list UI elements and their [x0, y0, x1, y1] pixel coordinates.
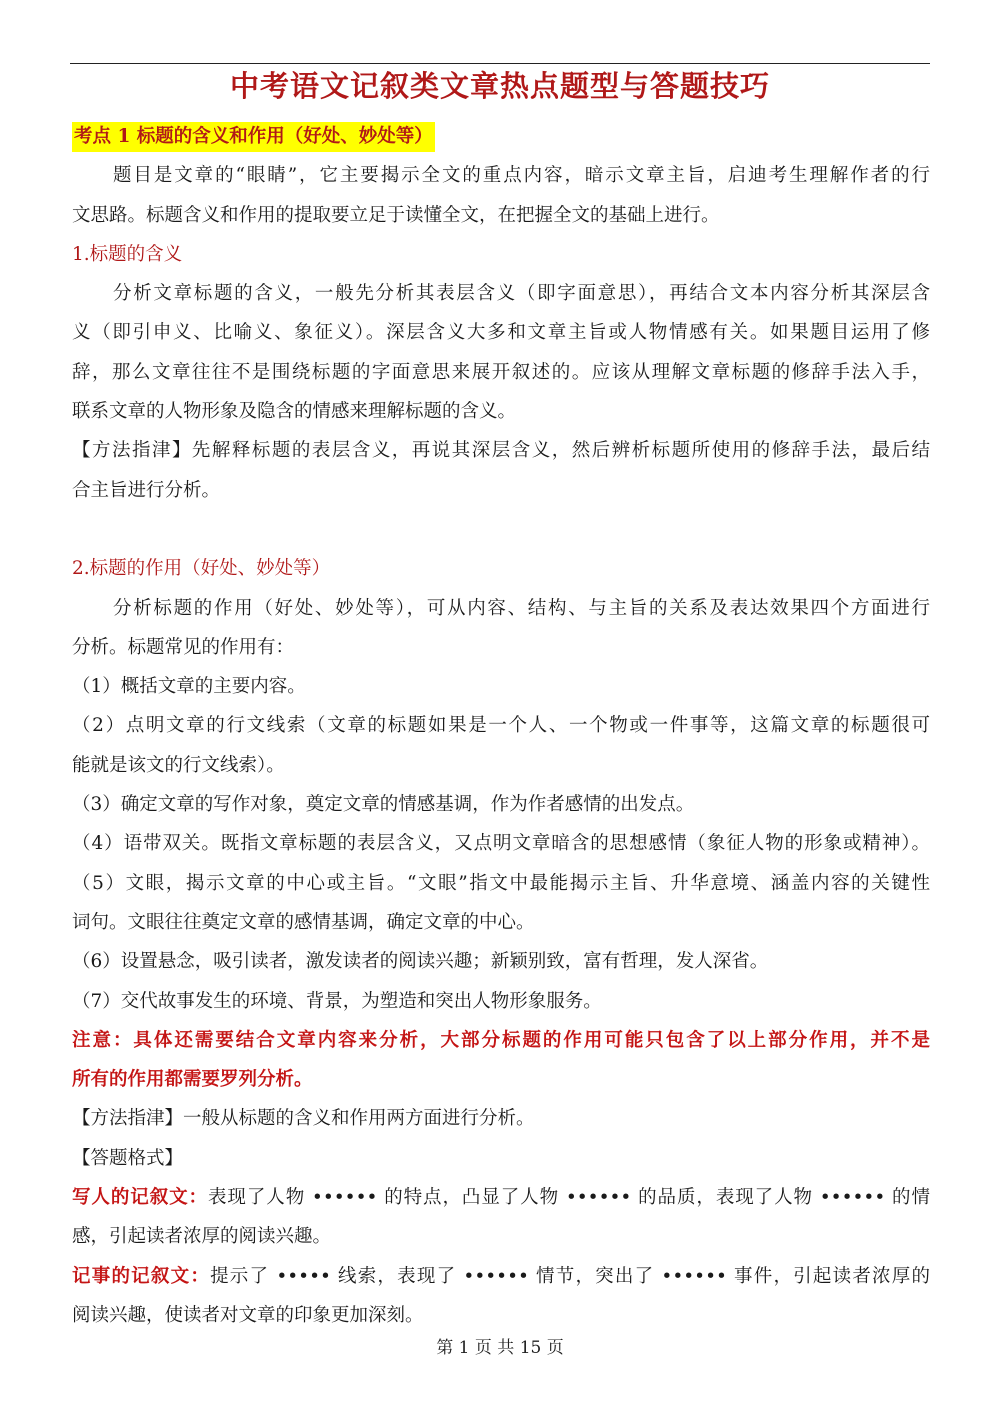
format-person-label: 写人的记叙文：	[72, 1187, 208, 1209]
section1-heading: 1.标题的含义	[72, 243, 183, 265]
section2-para-line: 分析。标题常见的作用有：	[72, 636, 295, 658]
section2-para-line: 分析标题的作用（好处、妙处等），可从内容、结构、与主旨的关系及表达效果四个方面进行	[113, 597, 930, 619]
list-item-continuation: 词句。文眼往往奠定文章的感情基调，确定文章的中心。	[72, 911, 535, 933]
section1-para-line: 义（即引申义、比喻义、象征义）。深层含义大多和文章主旨或人物情感有关。如果题目运用了修	[72, 322, 930, 344]
list-item: （4）语带双关。既指文章标题的表层含义，又点明文章暗含的思想感情（象征人物的形象或精神）。	[72, 833, 930, 855]
format-event-line2: 阅读兴趣，使读者对文章的印象更加深刻。	[72, 1304, 424, 1326]
list-item: （1）概括文章的主要内容。	[72, 676, 306, 698]
format-person-text: 表现了人物 •••••• 的特点，凸显了人物 •••••• 的品质，表现了人物 •••••• 的情	[207, 1187, 930, 1209]
section1-para-line: 分析文章标题的含义，一般先分析其表层含义（即字面意思），再结合文本内容分析其深层含	[113, 283, 930, 305]
format-event-line	[72, 1257, 930, 1296]
section1-para-line: 辞，那么文章往往不是围绕标题的字面意思来展开叙述的。应该从理解文章标题的修辞手法入手，	[72, 361, 930, 383]
intro-line: 题目是文章的“眼睛”，它主要揭示全文的重点内容，暗示文章主旨，启迪考生理解作者的行	[113, 165, 930, 187]
list-item: （7）交代故事发生的环境、背景，为塑造和突出人物形象服务。	[72, 990, 602, 1012]
blank-line	[72, 510, 930, 549]
kaodian-row	[72, 117, 930, 156]
list-item: （3）确定文章的写作对象，奠定文章的情感基调，作为作者感情的出发点。	[72, 794, 695, 816]
list-item-continuation: 能就是该文的行文线索）。	[72, 754, 285, 776]
format-event-label: 记事的记叙文：	[72, 1265, 211, 1287]
intro-line: 文思路。标题含义和作用的提取要立足于读懂全文，在把握全文的基础上进行。	[72, 204, 720, 226]
document-title: 中考语文记叙类文章热点题型与答题技巧	[229, 69, 770, 103]
section1-method-line: 合主旨进行分析。	[72, 479, 221, 501]
format-person-line2: 感，引起读者浓厚的阅读兴趣。	[72, 1226, 332, 1248]
format-person-line	[72, 1178, 930, 1217]
list-item: （6）设置悬念，吸引读者，激发读者的阅读兴趣；新颖别致，富有哲理，发人深省。	[72, 951, 769, 973]
note-line: 所有的作用都需要罗列分析。	[72, 1069, 313, 1091]
note-line: 注意：具体还需要结合文章内容来分析，大部分标题的作用可能只包含了以上部分作用，并不是	[72, 1029, 930, 1051]
kaodian-heading: 考点 1 标题的含义和作用（好处、妙处等）	[72, 122, 435, 152]
page-number-footer: 第 1 页 共 15 页	[436, 1338, 564, 1358]
format-event-text: 提示了 ••••• 线索，表现了 •••••• 情节，突出了 •••••• 事件，引起读者浓厚的	[210, 1265, 930, 1287]
document-body	[72, 117, 930, 1335]
section1-method-line: 【方法指津】先解释标题的表层含义，再说其深层含义，然后辨析标题所使用的修辞手法，最后结	[72, 440, 930, 462]
list-item: （2）点明文章的行文线索（文章的标题如果是一个人、一个物或一件事等，这篇文章的标题很可	[72, 715, 930, 737]
list-item: （5）文眼，揭示文章的中心或主旨。“文眼”指文中最能揭示主旨、升华意境、涵盖内容的关键性	[72, 872, 930, 894]
answer-format-label: 【答题格式】	[72, 1147, 184, 1169]
section2-method-line: 【方法指津】一般从标题的含义和作用两方面进行分析。	[72, 1108, 535, 1130]
section2-heading: 2.标题的作用（好处、妙处等）	[72, 558, 331, 580]
section1-para-line: 联系文章的人物形象及隐含的情感来理解标题的含义。	[72, 401, 517, 423]
